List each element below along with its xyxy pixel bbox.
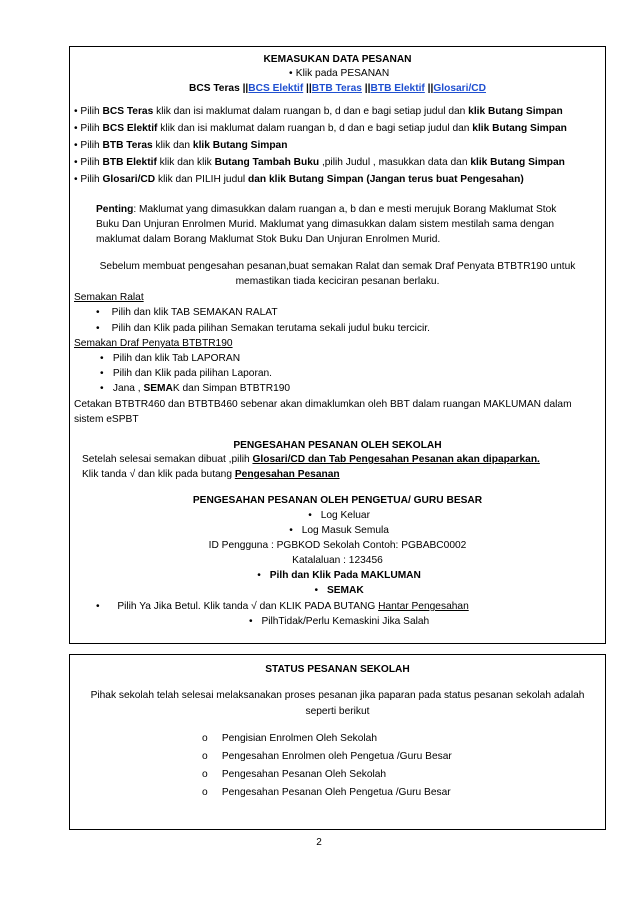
ralat-item-1: • Pilih dan klik TAB SEMAKAN RALAT (96, 307, 278, 318)
semakan-ralat-heading: Semakan Ralat (74, 292, 144, 303)
step-4: • Pilih BTB Elektif klik dan klik Butang Tambah Buku ,pilih Judul , masukkan data dan klik Butang Simpan (74, 157, 565, 168)
pengetua-title: PENGESAHAN PESANAN OLEH PENGETUA/ GURU BESAR (192, 495, 483, 506)
sekolah-line1: Setelah selesai semakan dibuat ,pilih Glosari/CD dan Tab Pengesahan Pesanan akan dipaparkan. (82, 454, 540, 465)
page-number: 2 (316, 837, 322, 848)
sebelum-line2: memastikan tiada keciciran pesanan berlaku. (235, 276, 440, 287)
status-item-1: o Pengisian Enrolmen Oleh Sekolah (202, 733, 377, 744)
cetakan-line1: Cetakan BTBTR460 dan BTBTB460 sebenar akan dimaklumkan oleh BBT dalam ruangan MAKLUMAN dalam (74, 399, 572, 410)
data-entry-box (69, 46, 606, 644)
pilih-makluman: • Pilh dan Klik Pada MAKLUMAN (257, 570, 421, 581)
step-2: • Pilih BCS Elektif klik dan isi maklumat dalam ruangan b, d dan e bagi setiap judul dan klik Butang Simpan (74, 123, 567, 134)
status-item-4: o Pengesahan Pesanan Oleh Pengetua /Guru Besar (202, 787, 451, 798)
step-3: • Pilih BTB Teras klik dan klik Butang Simpan (74, 140, 288, 151)
status-title: STATUS PESANAN SEKOLAH (265, 664, 410, 675)
tab-btb-elektif[interactable]: BTB Elektif (370, 83, 425, 94)
cetakan-line2: sistem eSPBT (74, 414, 139, 425)
tidak-line: • PilhTidak/Perlu Kemaskini Jika Salah (248, 616, 430, 627)
ya-line: • Pilih Ya Jika Betul. Klik tanda √ dan KLIK PADA BUTANG Hantar Pengesahan (96, 601, 469, 612)
log-masuk: • Log Masuk Semula (289, 525, 389, 536)
penting-note-line2: Buku Dan Unjuran Enrolmen Murid. Maklumat yang dimasukkan dalam sistem mestilah sama dengan (96, 219, 555, 230)
draf-item-1: • Pilih dan klik Tab LAPORAN (100, 353, 241, 364)
step-5: • Pilih Glosari/CD klik dan PILIH judul dan klik Butang Simpan (Jangan terus buat Pengesahan) (74, 174, 524, 185)
klik-pesanan-bullet: • Klik pada PESANAN (288, 68, 390, 79)
sekolah-line2: Klik tanda √ dan klik pada butang Pengesahan Pesanan (82, 469, 340, 480)
hantar-pengesahan-link[interactable]: Hantar Pengesahan (378, 601, 469, 612)
katalaluan: Katalaluan : 123456 (292, 555, 383, 566)
semak: • SEMAK (314, 585, 364, 596)
sekolah-title: PENGESAHAN PESANAN OLEH SEKOLAH (233, 440, 442, 451)
step-1: • Pilih BCS Teras klik dan isi maklumat dalam ruangan b, d dan e bagi setiap judul dan klik Butang Simpan (74, 106, 563, 117)
id-pengguna: ID Pengguna : PGBKOD Sekolah Contoh: PGBABC0002 (208, 540, 467, 551)
status-intro-1: Pihak sekolah telah selesai melaksanakan proses pesanan jika paparan pada status pesanan sekolah adalah (90, 690, 585, 701)
section-title: KEMASUKAN DATA PESANAN (263, 54, 412, 65)
status-item-3: o Pengesahan Pesanan Oleh Sekolah (202, 769, 387, 780)
sebelum-line1: Sebelum membuat pengesahan pesanan,buat semakan Ralat dan semak Draf Penyata BTBTR190 untuk (99, 261, 576, 272)
status-intro-2: seperti berikut (305, 706, 370, 717)
tab-bcs-elektif[interactable]: BCS Elektif (248, 83, 304, 94)
semakan-draf-heading: Semakan Draf Penyata BTBTR190 (74, 338, 233, 349)
tab-nav: BCS Teras ||BCS Elektif ||BTB Teras ||BTB Elektif ||Glosari/CD (188, 83, 487, 94)
status-item-2: o Pengesahan Enrolmen oleh Pengetua /Guru Besar (202, 751, 452, 762)
penting-note-line3: maklumat dalam Borang Maklumat Stok Buku Dan Unjuran Enrolmen Murid. (96, 234, 441, 245)
tab-glosari[interactable]: Glosari/CD (433, 83, 487, 94)
log-keluar: • Log Keluar (308, 510, 370, 521)
draf-item-3: • Jana , SEMAK dan Simpan BTBTR190 (100, 383, 291, 394)
draf-item-2: • Pilih dan Klik pada pilihan Laporan. (100, 368, 272, 379)
status-box (69, 654, 606, 830)
tab-btb-teras[interactable]: BTB Teras (311, 83, 362, 94)
penting-note: Penting: Maklumat yang dimasukkan dalam ruangan a, b dan e mesti merujuk Borang Maklumat Stok (96, 204, 557, 215)
ralat-item-2: • Pilih dan Klik pada pilihan Semakan terutama sekali judul buku tercicir. (96, 323, 430, 334)
